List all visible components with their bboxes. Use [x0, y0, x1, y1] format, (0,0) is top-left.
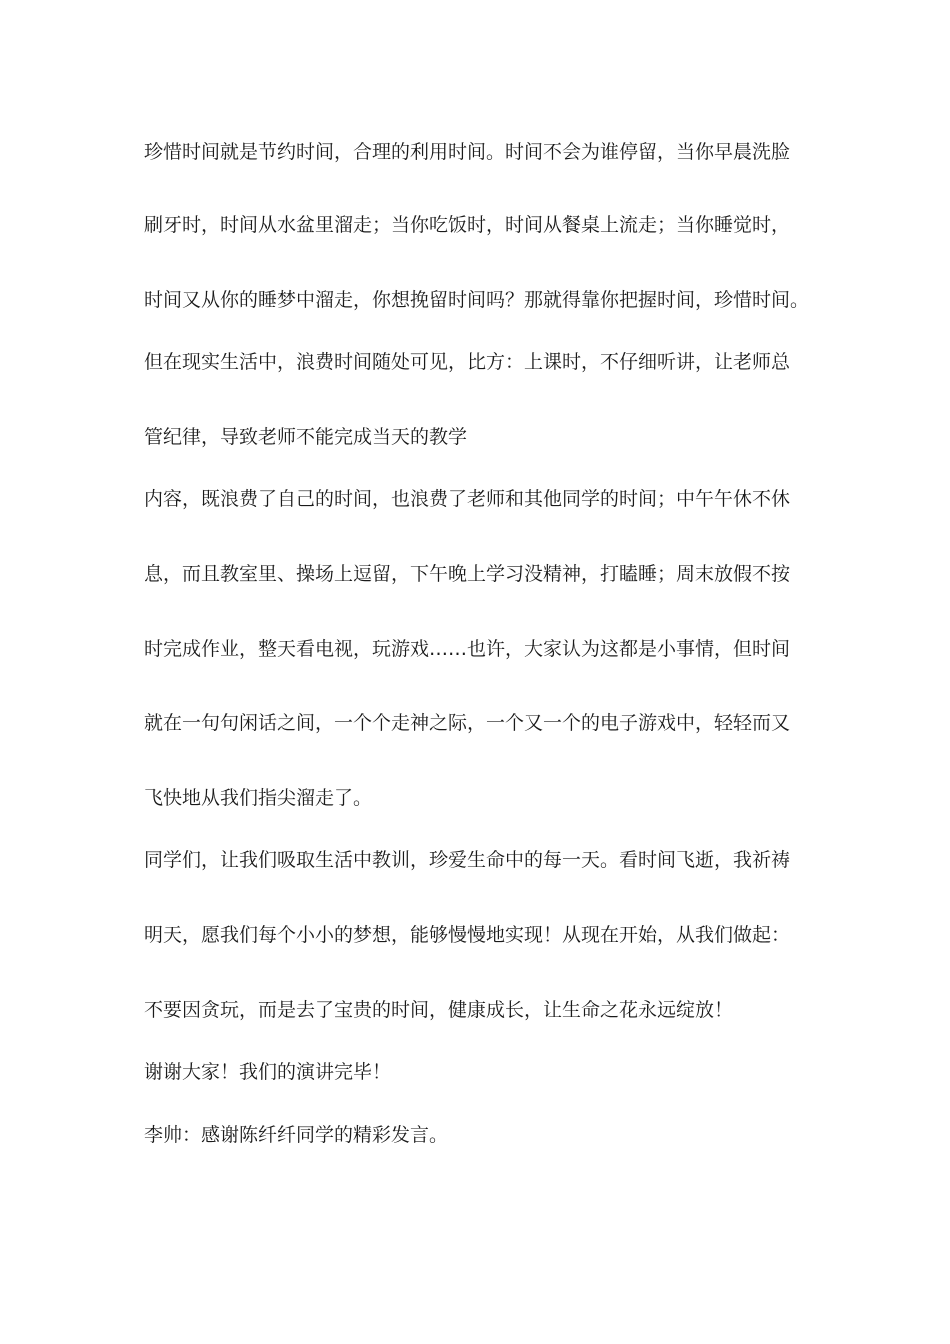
text-line: 不要因贪玩，而是去了宝贵的时间，健康成长，让生命之花永远绽放！ [144, 999, 734, 1021]
text-line: 谢谢大家！我们的演讲完毕！ [144, 1061, 392, 1083]
text-line: 时完成作业，整天看电视，玩游戏……也许，大家认为这都是小事情，但时间 [144, 638, 791, 660]
text-line: 但在现实生活中，浪费时间随处可见，比方：上课时，不仔细听讲，让老师总 [144, 351, 791, 373]
text-line: 珍惜时间就是节约时间，合理的利用时间。时间不会为谁停留，当你早晨洗脸 [144, 141, 791, 163]
text-line: 明天，愿我们每个小小的梦想，能够慢慢地实现！从现在开始，从我们做起： [144, 924, 791, 946]
text-line: 管纪律，导致老师不能完成当天的教学 [144, 426, 468, 448]
text-line: 李帅：感谢陈纤纤同学的精彩发言。 [144, 1124, 449, 1146]
text-line: 息，而且教室里、操场上逗留，下午晚上学习没精神，打瞌睡；周末放假不按 [144, 563, 791, 585]
text-line: 刷牙时，时间从水盆里溜走；当你吃饭时，时间从餐桌上流走；当你睡觉时， [144, 214, 791, 236]
text-line: 同学们，让我们吸取生活中教训，珍爱生命中的每一天。看时间飞逝，我祈祷 [144, 849, 791, 871]
text-line: 就在一句句闲话之间，一个个走神之际，一个又一个的电子游戏中，轻轻而又 [144, 712, 791, 734]
text-line: 内容，既浪费了自己的时间，也浪费了老师和其他同学的时间；中午午休不休 [144, 488, 791, 510]
text-line: 时间又从你的睡梦中溜走，你想挽留时间吗？那就得靠你把握时间，珍惜时间。 [144, 289, 810, 311]
text-line: 飞快地从我们指尖溜走了。 [144, 787, 373, 809]
